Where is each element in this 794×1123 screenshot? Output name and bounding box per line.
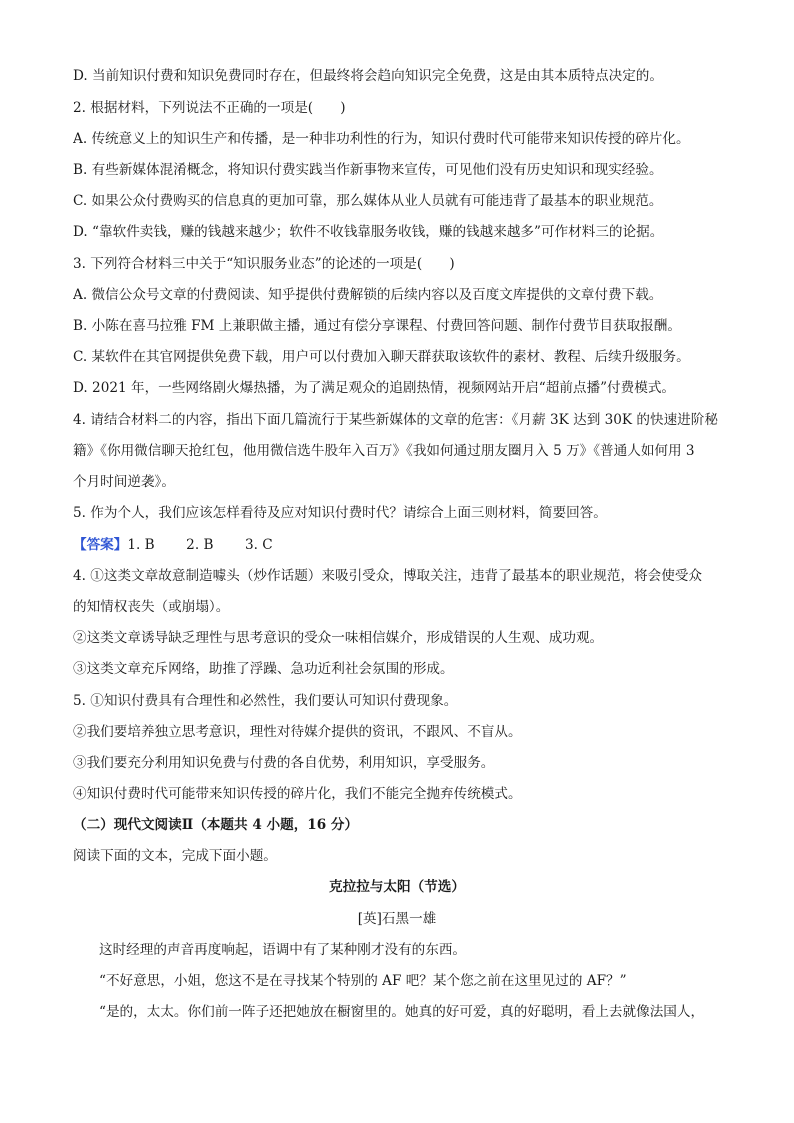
answer-line [73,535,733,555]
passage-paragraph-1: 这时经理的声音再度响起，语调中有了某种刚才没有的东西。 [99,942,467,958]
a4-line3: ②这类文章诱导缺乏理性与思考意识的受众一味相信媒介，形成错误的人生观、成功观。 [73,630,604,646]
q3-option-a: A. 微信公众号文章的付费阅读、知乎提供付费解锁的后续内容以及百度文库提供的文章付费下载。 [73,287,663,303]
q2-option-b: B. 有些新媒体混淆概念，将知识付费实践当作新事物来宣传，可见他们没有历史知识和现实经验。 [73,162,663,178]
reading-instruction: 阅读下面的文本，完成下面小题。 [73,848,277,864]
q2-option-a: A. 传统意义上的知识生产和传播，是一种非功利性的行为，知识付费时代可能带来知识传授的碎片化。 [73,131,690,147]
passage-title: 克拉拉与太阳（节选） [329,879,465,895]
q3-option-b: B. 小陈在喜马拉雅 FM 上兼职做主播，通过有偿分享课程、付费回答问题、制作付费节目获取报酬。 [73,318,681,334]
answer-tag: 【答案】 [73,537,128,553]
section-heading: （二）现代文阅读Ⅱ（本题共 4 小题，16 分） [73,817,359,833]
q3-stem: 3. 下列符合材料三中关于“知识服务业态”的论述的一项是( ) [73,256,455,272]
q1-option-d: D. 当前知识付费和知识免费同时存在，但最终将会趋向知识完全免费，这是由其本质特点决定的。 [73,68,663,84]
a5-line4: ④知识付费时代可能带来知识传授的碎片化，我们不能完全抛弃传统模式。 [73,786,522,802]
passage-paragraph-2: “不好意思，小姐，您这不是在寻找某个特别的 AF 吧？某个您之前在这里见过的 AF？” [99,973,627,989]
a4-line4: ③这类文章充斥网络，助推了浮躁、急功近利社会氛围的形成。 [73,661,454,677]
a5-line2: ②我们要培养独立思考意识，理性对待媒介提供的资讯，不跟风、不盲从。 [73,724,522,740]
q3-option-c: C. 某软件在其官网提供免费下载，用户可以付费加入聊天群获取该软件的素材、教程、后续升级服务。 [73,349,690,365]
q4-stem-line2: 籍》《你用微信聊天抢红包，他用微信选牛股年入百万》《我如何通过朋友圈月入 5 万》《普通人如何用 3 [73,443,695,459]
a4-line1: 4. ①这类文章故意制造噱头（炒作话题）来吸引受众，博取关注，违背了最基本的职业规范，将会使受众 [73,568,703,584]
a5-line3: ③我们要充分利用知识免费与付费的各自优势，利用知识，享受服务。 [73,755,495,771]
a4-line2: 的知情权丧失（或崩塌）。 [73,599,230,615]
passage-author: [英]石黑一雄 [357,911,437,927]
q2-stem: 2. 根据材料，下列说法不正确的一项是( ) [73,100,346,116]
a5-line1: 5. ①知识付费具有合理性和必然性，我们要认可知识付费现象。 [73,693,458,709]
q3-option-d: D. 2021 年，一些网络剧火爆热播，为了满足观众的追剧热情，视频网站开启“超前点播”付费模式。 [73,380,676,396]
q4-stem-line3: 个月时间逆袭》。 [73,474,175,490]
q2-option-d: D. “靠软件卖钱，赚的钱越来越少；软件不收钱靠服务收钱，赚的钱越来越多”可作材料三的论据。 [73,224,664,240]
q4-stem-line1: 4. 请结合材料二的内容，指出下面几篇流行于某些新媒体的文章的危害：《月薪 3K 达到 30K 的快速进阶秘 [73,412,718,428]
q2-option-c: C. 如果公众付费购买的信息真的更加可靠，那么媒体从业人员就有可能违背了最基本的职业规范。 [73,193,663,209]
answer-text: 1. B 2. B 3. C [127,537,273,553]
q5-stem: 5. 作为个人，我们应该怎样看待及应对知识付费时代？请综合上面三则材料，简要回答。 [73,505,607,521]
passage-paragraph-3: “是的，太太。你们前一阵子还把她放在橱窗里的。她真的好可爱，真的好聪明，看上去就像法国人， [99,1004,705,1020]
